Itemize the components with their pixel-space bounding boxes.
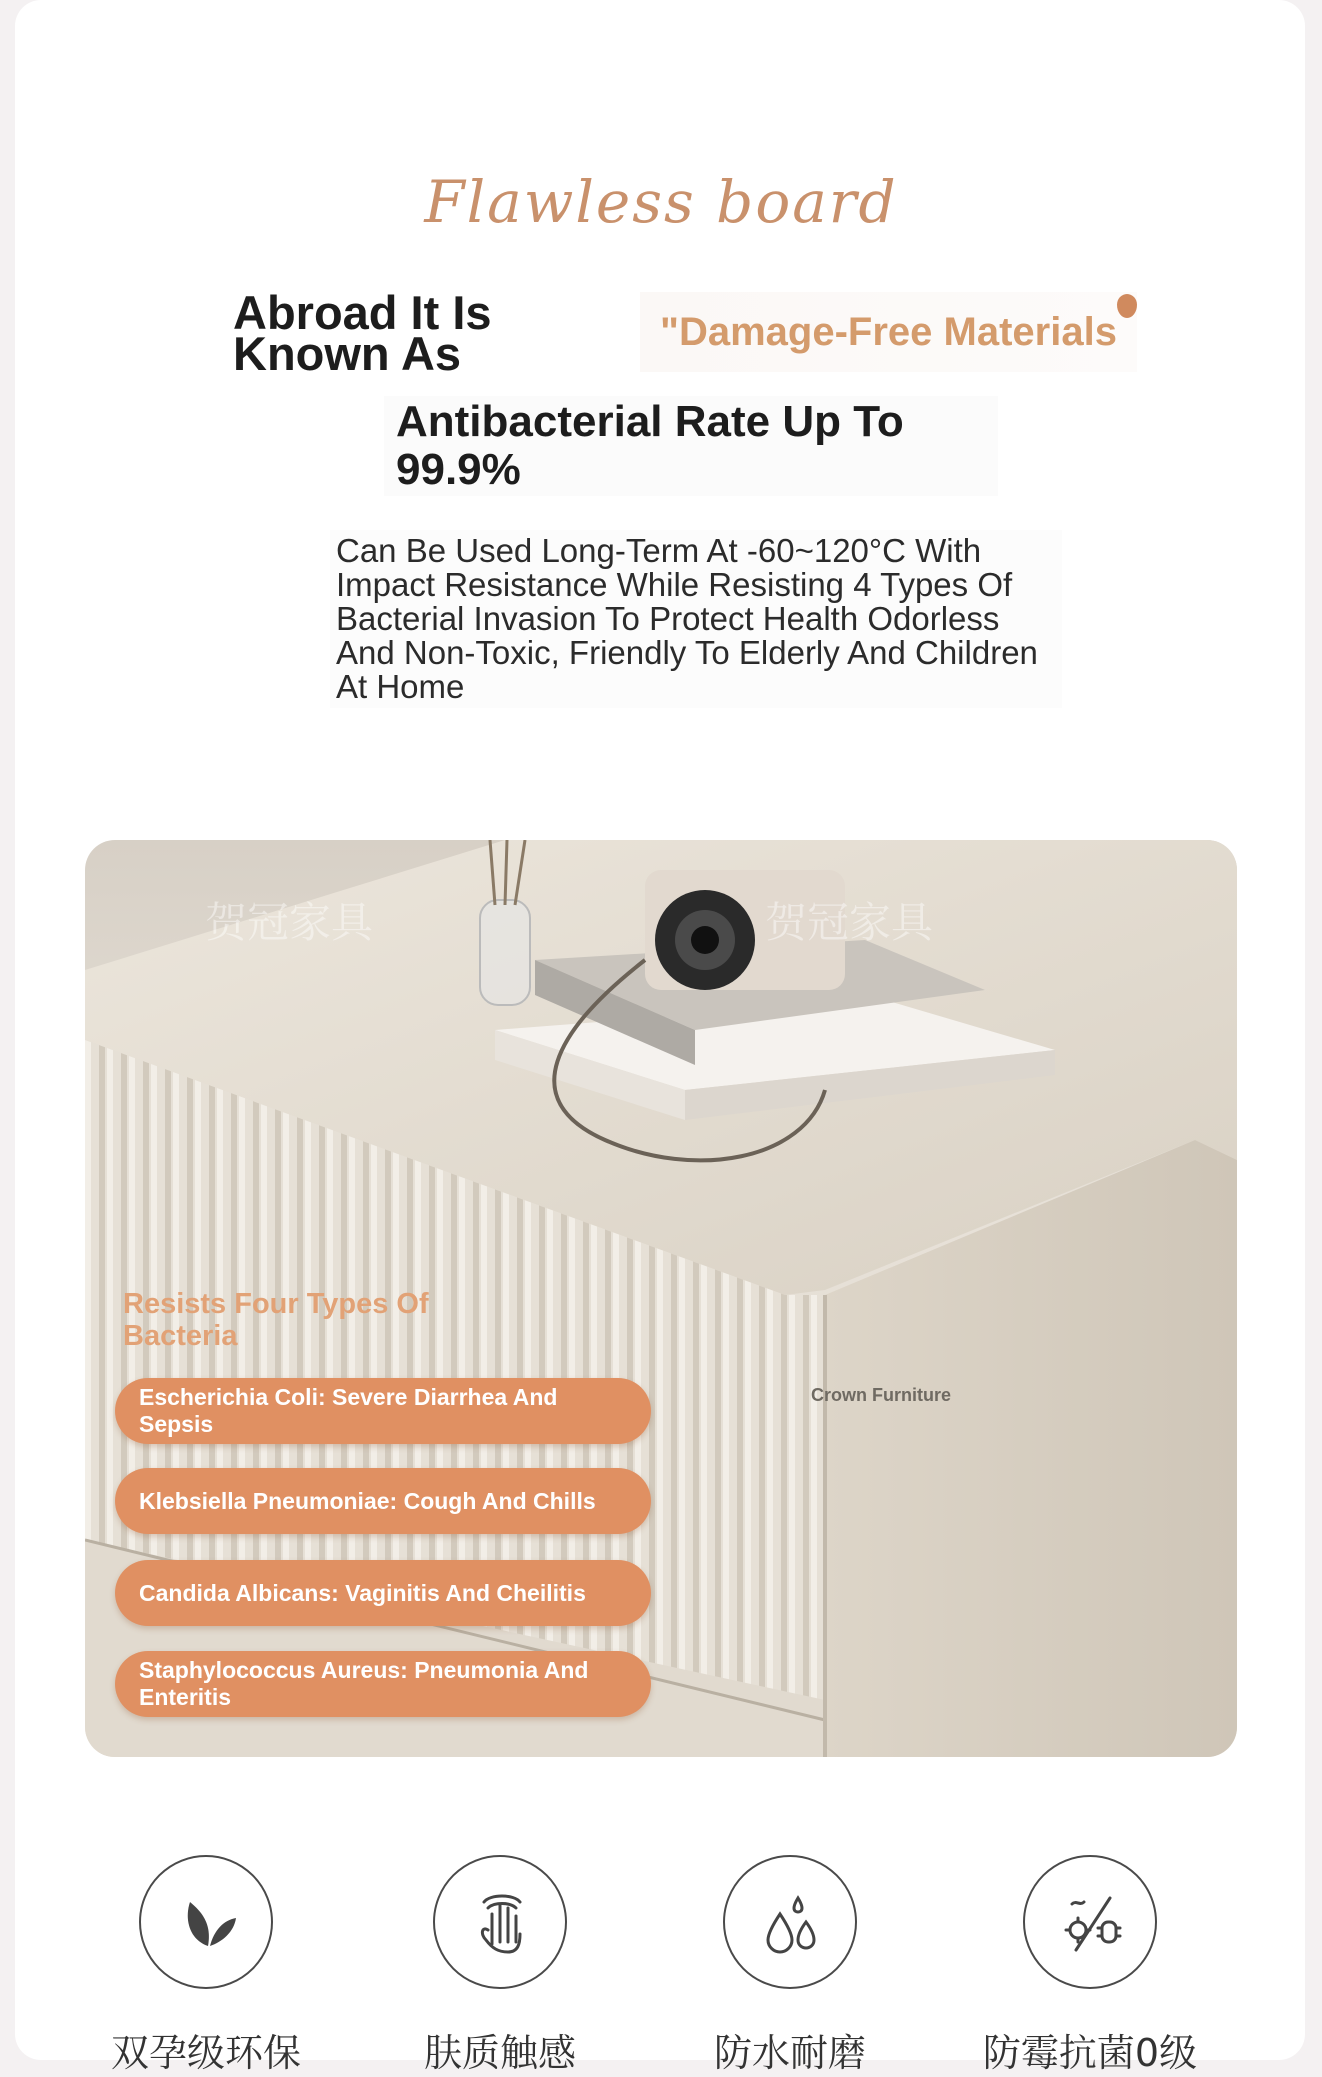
bacteria-pill-3: Candida Albicans: Vaginitis And Cheilitis xyxy=(115,1560,651,1626)
antibacterial-icon xyxy=(1023,1855,1157,1989)
watermark-2: 贺冠家具 xyxy=(765,898,934,947)
bacteria-pill-1: Escherichia Coli: Severe Diarrhea And Sepsis xyxy=(115,1378,651,1444)
product-photo xyxy=(85,840,1237,1757)
bacteria-title: Resists Four Types Of Bacteria xyxy=(123,1288,429,1352)
brand-label: Crown Furniture xyxy=(811,1385,951,1405)
bacteria-pill-4: Staphylococcus Aureus: Pneumonia And Enteritis xyxy=(115,1651,651,1717)
script-title: Flawless board xyxy=(424,168,898,236)
hand-touch-icon xyxy=(433,1855,567,1989)
feature-label-4: 防霉抗菌0级 xyxy=(982,2031,1198,2075)
watermark-1: 贺冠家具 xyxy=(205,898,374,947)
feature-label-2: 肤质触感 xyxy=(423,2031,576,2075)
antibacterial-heading: Antibacterial Rate Up To 99.9% xyxy=(384,396,998,496)
description-text: Can Be Used Long-Term At -60~120°C With Impact Resistance While Resisting 4 Types Of Bacterial Invasion To Protect Health Odorless And Non-Toxic, Friendly To Elderly And Children At Home xyxy=(330,530,1062,708)
leaf-icon xyxy=(139,1855,273,1989)
feature-label-1: 双孕级环保 xyxy=(110,2031,301,2075)
bacteria-pill-2: Klebsiella Pneumoniae: Cough And Chills xyxy=(115,1468,651,1534)
water-drops-icon xyxy=(723,1855,857,1989)
feature-icons xyxy=(0,1850,1322,2075)
feature-label-3: 防水耐磨 xyxy=(713,2031,866,2075)
known-as-heading: Abroad It Is Known As xyxy=(233,286,492,380)
damage-free-heading: "Damage-Free Materials xyxy=(640,292,1137,372)
